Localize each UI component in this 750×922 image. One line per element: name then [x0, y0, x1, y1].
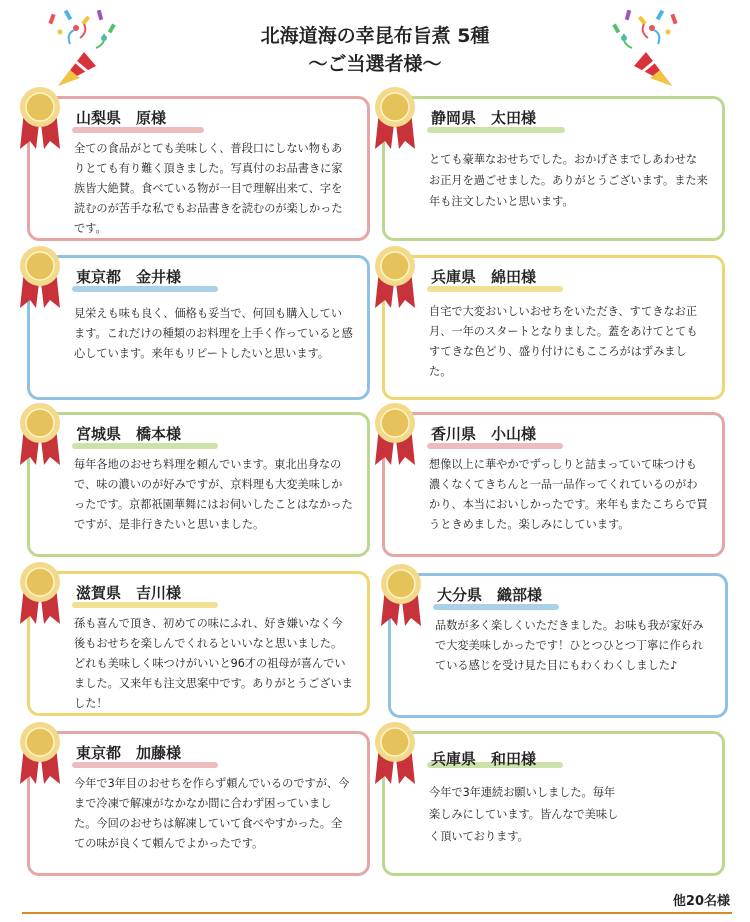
- winner-name: 宮城県 橋本様: [76, 425, 182, 443]
- medal-icon: [14, 85, 66, 151]
- medal-icon: [14, 560, 66, 626]
- title-line-1: 北海道海の幸昆布旨煮 5種: [260, 25, 490, 47]
- winner-card: [27, 96, 370, 241]
- winner-comment: 全ての食品がとても美味しく、普段口にしない物もありとても有り難く頂きました。写真付のお品書きに家族皆大絶賛。食べている物が一目で理解出来て、字を読むのが苦手な私でもお品書きを読むのが楽しかったです。: [74, 142, 343, 235]
- winner-name: 兵庫県 綿田様: [431, 268, 537, 286]
- winner-name: 静岡県 太田様: [431, 109, 537, 127]
- winner-card: [27, 731, 370, 876]
- winner-card: [382, 412, 725, 557]
- medal-icon: [369, 401, 421, 467]
- winner-comment: とても豪華なおせちでした。おかげさまでしあわせなお正月を過ごせました。ありがとうございます。また来年も注文したいと思います。: [429, 153, 708, 208]
- winner-comment: 想像以上に華やかでずっしりと詰まっていて味つけも濃くなくてきちんと一品一品作ってくれているのがわかり、本当においしかったです。来年もまたこちらで買うときめました。楽しみにしています。: [429, 458, 708, 531]
- winner-comment: 今年で3年連続お願いしました。毎年楽しみにしています。皆んなで美味しく頂いております。: [429, 786, 619, 843]
- medal-icon: [369, 244, 421, 310]
- medal-icon: [369, 85, 421, 151]
- winner-card: [382, 96, 725, 241]
- winner-card: [27, 255, 370, 400]
- winner-name: 滋賀県 吉川様: [76, 584, 182, 602]
- winner-card: [388, 573, 728, 718]
- winner-name: 香川県 小山様: [431, 425, 537, 443]
- medal-icon: [14, 244, 66, 310]
- winner-comment: 今年で3年目のおせちを作らず頼んでいるのですが、今まで冷凍で解凍がなかなか間に合わず困っていました。今回のおせちは解凍していて食べやすかった。全ての味が良くて頼んでよかったです。: [74, 777, 350, 850]
- winner-comment: 孫も喜んで頂き、初めての味にふれ、好き嫌いなく今後もおせちを楽しんでくれるといいなと思いました。どれも美味しく味つけがいいと96才の祖母が喜んでいました。又来年も注文思案中です。ありがとうございました！: [74, 617, 353, 710]
- winner-name: 東京都 金井様: [76, 268, 182, 286]
- medal-icon: [369, 720, 421, 786]
- winner-comment: 毎年各地のおせち料理を頼んでいます。東北出身なので、味の濃いのが好みですが、京料理も大変美味しかったです。京都祇園華舞にはお伺いしたことはなかったですが、是非行きたいと思いました。: [74, 458, 353, 531]
- winner-card: [382, 731, 725, 876]
- medal-icon: [14, 401, 66, 467]
- winner-name: 兵庫県 和田様: [431, 750, 537, 768]
- winner-card: [27, 571, 370, 716]
- winner-name: 山梨県 原様: [76, 109, 167, 127]
- other-winners-count: 他20名様: [672, 894, 730, 909]
- title-line-2: 〜ご当選者様〜: [308, 53, 442, 75]
- winner-name: 大分県 織部様: [437, 586, 543, 604]
- medal-icon: [14, 720, 66, 786]
- winner-card: [27, 412, 370, 557]
- winner-comment: 品数が多く楽しくいただきました。お味も我が家好みで大変美味しかったです！ひとつひとつ丁寧に作られている感じを受け見た目にもわくわくしました♪: [435, 619, 704, 672]
- winner-comment: 見栄えも味も良く、価格も妥当で、何回も購入しています。これだけの種類のお料理を上手く作っていると感心しています。来年もリピートしたいと思います。: [74, 307, 353, 360]
- winner-comment: 自宅で大変おいしいおせちをいただき、すてきなお正月、一年のスタートとなりました。蓋をあけてとてもすてきな色どり、盛り付けにもこころがはずみました。: [429, 305, 698, 378]
- winner-name: 東京都 加藤様: [76, 744, 182, 762]
- page-title: [0, 22, 750, 78]
- winner-card: [382, 255, 725, 400]
- footer-divider: [22, 912, 732, 914]
- medal-icon: [375, 562, 427, 628]
